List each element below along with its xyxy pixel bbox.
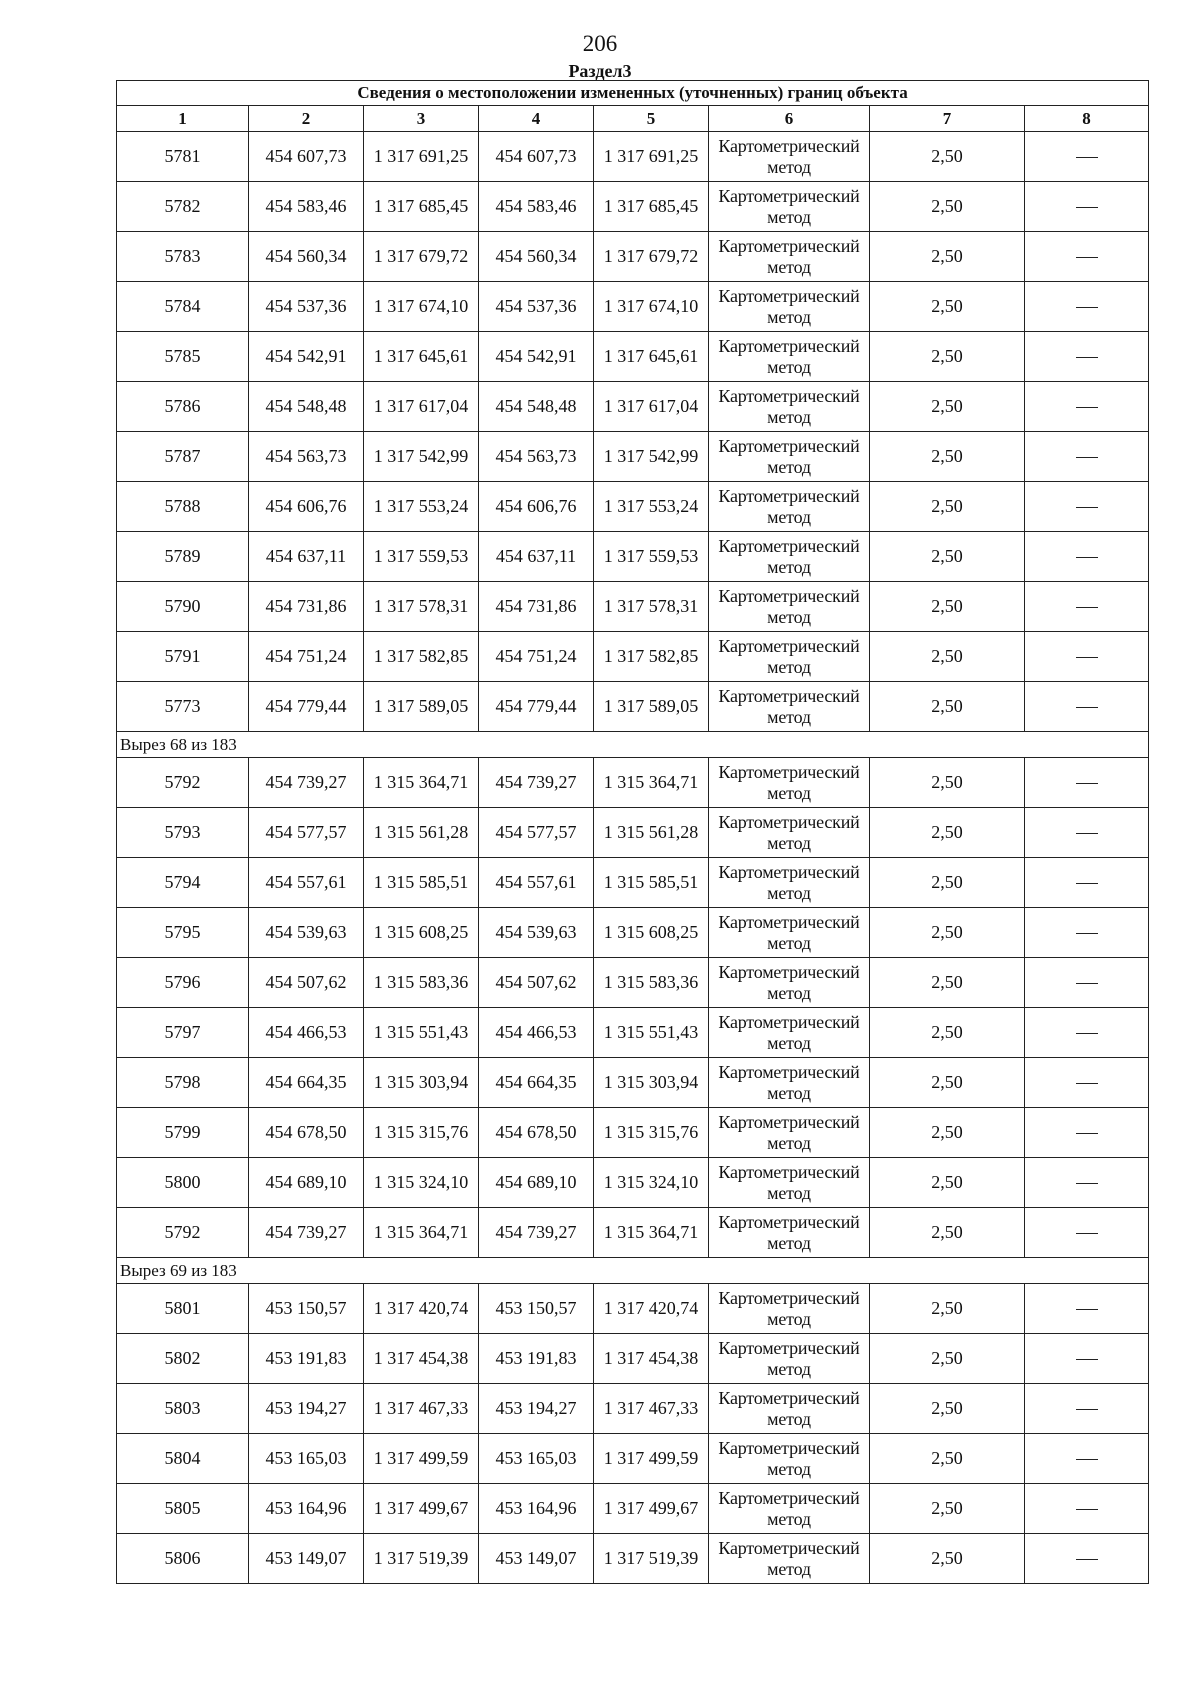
method-cell: Картометрический метод [709, 432, 870, 482]
section-label: Вырез 68 из 183 [117, 732, 1149, 758]
y-old-cell: 1 317 645,61 [364, 332, 479, 382]
x-old-cell: 454 466,53 [249, 1008, 364, 1058]
x-old-cell: 454 678,50 [249, 1108, 364, 1158]
table-row [117, 1534, 1149, 1584]
point-number-cell: 5803 [117, 1384, 249, 1434]
point-number-cell: 5796 [117, 958, 249, 1008]
table-row [117, 958, 1149, 1008]
method-cell: Картометрический метод [709, 1484, 870, 1534]
precision-cell: 2,50 [870, 958, 1025, 1008]
method-cell: Картометрический метод [709, 232, 870, 282]
x-old-cell: 454 537,36 [249, 282, 364, 332]
method-cell: Картометрический метод [709, 958, 870, 1008]
y-old-cell: 1 317 691,25 [364, 132, 479, 182]
point-number-cell: 5795 [117, 908, 249, 958]
dash-mark [1076, 1133, 1098, 1134]
point-number-cell: 5800 [117, 1158, 249, 1208]
point-number-cell: 5806 [117, 1534, 249, 1584]
x-old-cell: 454 583,46 [249, 182, 364, 232]
dash-mark [1076, 707, 1098, 708]
table-row [117, 808, 1149, 858]
y-new-cell: 1 315 608,25 [594, 908, 709, 958]
x-new-cell: 454 537,36 [479, 282, 594, 332]
method-cell: Картометрический метод [709, 808, 870, 858]
y-old-cell: 1 317 519,39 [364, 1534, 479, 1584]
x-new-cell: 453 194,27 [479, 1384, 594, 1434]
precision-cell: 2,50 [870, 908, 1025, 958]
column-header: 5 [594, 106, 709, 132]
y-new-cell: 1 317 499,59 [594, 1434, 709, 1484]
y-new-cell: 1 317 674,10 [594, 282, 709, 332]
dash-mark [1076, 657, 1098, 658]
point-number-cell: 5783 [117, 232, 249, 282]
method-cell: Картометрический метод [709, 582, 870, 632]
y-new-cell: 1 315 364,71 [594, 1208, 709, 1258]
description-cell [1025, 1108, 1149, 1158]
y-old-cell: 1 317 685,45 [364, 182, 479, 232]
precision-cell: 2,50 [870, 1334, 1025, 1384]
point-number-cell: 5798 [117, 1058, 249, 1108]
table-row [117, 1334, 1149, 1384]
x-old-cell: 454 577,57 [249, 808, 364, 858]
dash-mark [1076, 457, 1098, 458]
x-new-cell: 454 739,27 [479, 1208, 594, 1258]
dash-mark [1076, 307, 1098, 308]
y-old-cell: 1 315 303,94 [364, 1058, 479, 1108]
dash-mark [1076, 1309, 1098, 1310]
x-new-cell: 454 664,35 [479, 1058, 594, 1108]
table-row [117, 332, 1149, 382]
dash-mark [1076, 1183, 1098, 1184]
method-cell: Картометрический метод [709, 1534, 870, 1584]
table-row [117, 1384, 1149, 1434]
y-new-cell: 1 317 617,04 [594, 382, 709, 432]
dash-mark [1076, 157, 1098, 158]
column-header: 2 [249, 106, 364, 132]
point-number-cell: 5792 [117, 1208, 249, 1258]
x-new-cell: 454 606,76 [479, 482, 594, 532]
point-number-cell: 5801 [117, 1284, 249, 1334]
x-old-cell: 453 164,96 [249, 1484, 364, 1534]
method-cell: Картометрический метод [709, 1208, 870, 1258]
description-cell [1025, 182, 1149, 232]
description-cell [1025, 282, 1149, 332]
table-row [117, 232, 1149, 282]
method-cell: Картометрический метод [709, 758, 870, 808]
table-row [117, 582, 1149, 632]
description-cell [1025, 682, 1149, 732]
x-old-cell: 454 560,34 [249, 232, 364, 282]
table-row [117, 482, 1149, 532]
point-number-cell: 5794 [117, 858, 249, 908]
dash-mark [1076, 1083, 1098, 1084]
point-number-cell: 5789 [117, 532, 249, 582]
dash-mark [1076, 407, 1098, 408]
description-cell [1025, 632, 1149, 682]
y-new-cell: 1 317 519,39 [594, 1534, 709, 1584]
precision-cell: 2,50 [870, 382, 1025, 432]
precision-cell: 2,50 [870, 332, 1025, 382]
dash-mark [1076, 783, 1098, 784]
y-old-cell: 1 317 499,67 [364, 1484, 479, 1534]
x-old-cell: 453 150,57 [249, 1284, 364, 1334]
precision-cell: 2,50 [870, 1484, 1025, 1534]
dash-mark [1076, 1033, 1098, 1034]
y-new-cell: 1 317 420,74 [594, 1284, 709, 1334]
x-old-cell: 454 739,27 [249, 758, 364, 808]
y-new-cell: 1 315 551,43 [594, 1008, 709, 1058]
x-new-cell: 453 149,07 [479, 1534, 594, 1584]
precision-cell: 2,50 [870, 482, 1025, 532]
y-old-cell: 1 317 578,31 [364, 582, 479, 632]
method-cell: Картометрический метод [709, 282, 870, 332]
x-old-cell: 454 557,61 [249, 858, 364, 908]
method-cell: Картометрический метод [709, 1108, 870, 1158]
precision-cell: 2,50 [870, 758, 1025, 808]
x-old-cell: 454 563,73 [249, 432, 364, 482]
y-old-cell: 1 317 420,74 [364, 1284, 479, 1334]
table-row [117, 758, 1149, 808]
description-cell [1025, 482, 1149, 532]
precision-cell: 2,50 [870, 632, 1025, 682]
y-old-cell: 1 315 364,71 [364, 758, 479, 808]
y-old-cell: 1 315 324,10 [364, 1158, 479, 1208]
y-old-cell: 1 315 585,51 [364, 858, 479, 908]
y-old-cell: 1 317 559,53 [364, 532, 479, 582]
description-cell [1025, 1534, 1149, 1584]
table-row [117, 1058, 1149, 1108]
method-cell: Картометрический метод [709, 382, 870, 432]
method-cell: Картометрический метод [709, 482, 870, 532]
dash-mark [1076, 1459, 1098, 1460]
point-number-cell: 5782 [117, 182, 249, 232]
y-new-cell: 1 317 582,85 [594, 632, 709, 682]
y-new-cell: 1 317 553,24 [594, 482, 709, 532]
description-cell [1025, 858, 1149, 908]
x-old-cell: 454 689,10 [249, 1158, 364, 1208]
table-row [117, 858, 1149, 908]
y-new-cell: 1 317 499,67 [594, 1484, 709, 1534]
column-header: 6 [709, 106, 870, 132]
table-row [117, 182, 1149, 232]
x-old-cell: 454 548,48 [249, 382, 364, 432]
point-number-cell: 5785 [117, 332, 249, 382]
dash-mark [1076, 507, 1098, 508]
column-header: 1 [117, 106, 249, 132]
y-old-cell: 1 315 551,43 [364, 1008, 479, 1058]
description-cell [1025, 582, 1149, 632]
y-new-cell: 1 315 364,71 [594, 758, 709, 808]
y-new-cell: 1 317 645,61 [594, 332, 709, 382]
table-row [117, 1158, 1149, 1208]
precision-cell: 2,50 [870, 282, 1025, 332]
point-number-cell: 5804 [117, 1434, 249, 1484]
page-number: 206 [582, 31, 618, 56]
dash-mark [1076, 1409, 1098, 1410]
y-new-cell: 1 317 679,72 [594, 232, 709, 282]
x-new-cell: 454 739,27 [479, 758, 594, 808]
y-old-cell: 1 317 589,05 [364, 682, 479, 732]
y-old-cell: 1 315 364,71 [364, 1208, 479, 1258]
x-old-cell: 454 507,62 [249, 958, 364, 1008]
point-number-cell: 5799 [117, 1108, 249, 1158]
y-new-cell: 1 315 585,51 [594, 858, 709, 908]
x-new-cell: 454 577,57 [479, 808, 594, 858]
table-body [117, 132, 1149, 1584]
precision-cell: 2,50 [870, 432, 1025, 482]
dash-mark [1076, 357, 1098, 358]
x-old-cell: 454 542,91 [249, 332, 364, 382]
dash-mark [1076, 883, 1098, 884]
description-cell [1025, 382, 1149, 432]
method-cell: Картометрический метод [709, 1334, 870, 1384]
x-new-cell: 454 563,73 [479, 432, 594, 482]
precision-cell: 2,50 [870, 182, 1025, 232]
table-row [117, 908, 1149, 958]
description-cell [1025, 1058, 1149, 1108]
y-new-cell: 1 317 578,31 [594, 582, 709, 632]
x-old-cell: 454 539,63 [249, 908, 364, 958]
dash-mark [1076, 1509, 1098, 1510]
y-old-cell: 1 317 582,85 [364, 632, 479, 682]
section-row [117, 732, 1149, 758]
method-cell: Картометрический метод [709, 1158, 870, 1208]
section-label: Вырез 69 из 183 [117, 1258, 1149, 1284]
x-old-cell: 454 664,35 [249, 1058, 364, 1108]
method-cell: Картометрический метод [709, 532, 870, 582]
description-cell [1025, 758, 1149, 808]
table-row [117, 532, 1149, 582]
x-old-cell: 454 739,27 [249, 1208, 364, 1258]
dash-mark [1076, 1233, 1098, 1234]
method-cell: Картометрический метод [709, 1284, 870, 1334]
y-old-cell: 1 315 315,76 [364, 1108, 479, 1158]
precision-cell: 2,50 [870, 1108, 1025, 1158]
dash-mark [1076, 557, 1098, 558]
precision-cell: 2,50 [870, 232, 1025, 282]
x-new-cell: 454 751,24 [479, 632, 594, 682]
dash-mark [1076, 983, 1098, 984]
description-cell [1025, 908, 1149, 958]
description-cell [1025, 432, 1149, 482]
method-cell: Картометрический метод [709, 682, 870, 732]
table-row [117, 1284, 1149, 1334]
x-new-cell: 454 689,10 [479, 1158, 594, 1208]
x-new-cell: 454 607,73 [479, 132, 594, 182]
y-new-cell: 1 315 583,36 [594, 958, 709, 1008]
y-new-cell: 1 317 467,33 [594, 1384, 709, 1434]
table-row [117, 432, 1149, 482]
description-cell [1025, 532, 1149, 582]
x-old-cell: 453 194,27 [249, 1384, 364, 1434]
y-new-cell: 1 317 542,99 [594, 432, 709, 482]
description-cell [1025, 132, 1149, 182]
point-number-cell: 5802 [117, 1334, 249, 1384]
table-row [117, 632, 1149, 682]
x-old-cell: 454 606,76 [249, 482, 364, 532]
table-row [117, 282, 1149, 332]
table-row [117, 1434, 1149, 1484]
x-old-cell: 454 751,24 [249, 632, 364, 682]
precision-cell: 2,50 [870, 1284, 1025, 1334]
x-new-cell: 454 560,34 [479, 232, 594, 282]
x-old-cell: 454 637,11 [249, 532, 364, 582]
precision-cell: 2,50 [870, 1058, 1025, 1108]
x-new-cell: 453 164,96 [479, 1484, 594, 1534]
table-row [117, 1208, 1149, 1258]
x-new-cell: 453 150,57 [479, 1284, 594, 1334]
section-title: Раздел3 [568, 61, 632, 81]
point-number-cell: 5787 [117, 432, 249, 482]
point-number-cell: 5793 [117, 808, 249, 858]
x-new-cell: 454 466,53 [479, 1008, 594, 1058]
dash-mark [1076, 607, 1098, 608]
y-new-cell: 1 317 691,25 [594, 132, 709, 182]
point-number-cell: 5792 [117, 758, 249, 808]
point-number-cell: 5790 [117, 582, 249, 632]
method-cell: Картометрический метод [709, 858, 870, 908]
point-number-cell: 5805 [117, 1484, 249, 1534]
y-old-cell: 1 315 583,36 [364, 958, 479, 1008]
method-cell: Картометрический метод [709, 632, 870, 682]
point-number-cell: 5773 [117, 682, 249, 732]
description-cell [1025, 1008, 1149, 1058]
x-new-cell: 454 542,91 [479, 332, 594, 382]
y-new-cell: 1 315 324,10 [594, 1158, 709, 1208]
y-old-cell: 1 315 608,25 [364, 908, 479, 958]
y-old-cell: 1 317 467,33 [364, 1384, 479, 1434]
point-number-cell: 5788 [117, 482, 249, 532]
x-new-cell: 453 165,03 [479, 1434, 594, 1484]
x-new-cell: 454 637,11 [479, 532, 594, 582]
x-new-cell: 454 548,48 [479, 382, 594, 432]
precision-cell: 2,50 [870, 682, 1025, 732]
y-old-cell: 1 317 454,38 [364, 1334, 479, 1384]
x-old-cell: 453 191,83 [249, 1334, 364, 1384]
x-old-cell: 453 149,07 [249, 1534, 364, 1584]
x-new-cell: 454 507,62 [479, 958, 594, 1008]
precision-cell: 2,50 [870, 1534, 1025, 1584]
table-row [117, 382, 1149, 432]
x-new-cell: 454 557,61 [479, 858, 594, 908]
method-cell: Картометрический метод [709, 1058, 870, 1108]
point-number-cell: 5784 [117, 282, 249, 332]
description-cell [1025, 1434, 1149, 1484]
description-cell [1025, 1484, 1149, 1534]
dash-mark [1076, 833, 1098, 834]
table-row [117, 682, 1149, 732]
precision-cell: 2,50 [870, 1158, 1025, 1208]
y-new-cell: 1 315 561,28 [594, 808, 709, 858]
table-header-row [117, 106, 1149, 132]
y-new-cell: 1 317 685,45 [594, 182, 709, 232]
method-cell: Картометрический метод [709, 332, 870, 382]
table-row [117, 132, 1149, 182]
boundary-coordinates-table [116, 80, 1149, 1584]
y-new-cell: 1 315 303,94 [594, 1058, 709, 1108]
table-row [117, 1108, 1149, 1158]
dash-mark [1076, 1359, 1098, 1360]
precision-cell: 2,50 [870, 858, 1025, 908]
y-old-cell: 1 317 553,24 [364, 482, 479, 532]
x-new-cell: 454 731,86 [479, 582, 594, 632]
point-number-cell: 5786 [117, 382, 249, 432]
section-row [117, 1258, 1149, 1284]
point-number-cell: 5791 [117, 632, 249, 682]
y-old-cell: 1 317 542,99 [364, 432, 479, 482]
precision-cell: 2,50 [870, 582, 1025, 632]
x-old-cell: 454 607,73 [249, 132, 364, 182]
y-old-cell: 1 317 617,04 [364, 382, 479, 432]
y-old-cell: 1 317 679,72 [364, 232, 479, 282]
description-cell [1025, 1334, 1149, 1384]
dash-mark [1076, 257, 1098, 258]
method-cell: Картометрический метод [709, 1384, 870, 1434]
method-cell: Картометрический метод [709, 1008, 870, 1058]
y-new-cell: 1 317 559,53 [594, 532, 709, 582]
method-cell: Картометрический метод [709, 908, 870, 958]
precision-cell: 2,50 [870, 1434, 1025, 1484]
column-header: 7 [870, 106, 1025, 132]
description-cell [1025, 332, 1149, 382]
precision-cell: 2,50 [870, 1384, 1025, 1434]
description-cell [1025, 1384, 1149, 1434]
dash-mark [1076, 933, 1098, 934]
y-new-cell: 1 317 589,05 [594, 682, 709, 732]
method-cell: Картометрический метод [709, 132, 870, 182]
x-new-cell: 453 191,83 [479, 1334, 594, 1384]
method-cell: Картометрический метод [709, 182, 870, 232]
x-old-cell: 454 779,44 [249, 682, 364, 732]
y-new-cell: 1 317 454,38 [594, 1334, 709, 1384]
y-old-cell: 1 317 499,59 [364, 1434, 479, 1484]
x-new-cell: 454 678,50 [479, 1108, 594, 1158]
column-header: 3 [364, 106, 479, 132]
description-cell [1025, 1158, 1149, 1208]
description-cell [1025, 808, 1149, 858]
precision-cell: 2,50 [870, 808, 1025, 858]
description-cell [1025, 1208, 1149, 1258]
description-cell [1025, 1284, 1149, 1334]
x-old-cell: 454 731,86 [249, 582, 364, 632]
point-number-cell: 5781 [117, 132, 249, 182]
x-old-cell: 453 165,03 [249, 1434, 364, 1484]
precision-cell: 2,50 [870, 1008, 1025, 1058]
y-new-cell: 1 315 315,76 [594, 1108, 709, 1158]
table-title: Сведения о местоположении измененных (уточненных) границ объекта [117, 81, 1149, 106]
x-new-cell: 454 779,44 [479, 682, 594, 732]
x-new-cell: 454 583,46 [479, 182, 594, 232]
x-new-cell: 454 539,63 [479, 908, 594, 958]
y-old-cell: 1 317 674,10 [364, 282, 479, 332]
table-row [117, 1484, 1149, 1534]
y-old-cell: 1 315 561,28 [364, 808, 479, 858]
dash-mark [1076, 1559, 1098, 1560]
column-header: 4 [479, 106, 594, 132]
table-row [117, 1008, 1149, 1058]
description-cell [1025, 958, 1149, 1008]
description-cell [1025, 232, 1149, 282]
column-header: 8 [1025, 106, 1149, 132]
method-cell: Картометрический метод [709, 1434, 870, 1484]
point-number-cell: 5797 [117, 1008, 249, 1058]
precision-cell: 2,50 [870, 132, 1025, 182]
precision-cell: 2,50 [870, 532, 1025, 582]
dash-mark [1076, 207, 1098, 208]
precision-cell: 2,50 [870, 1208, 1025, 1258]
